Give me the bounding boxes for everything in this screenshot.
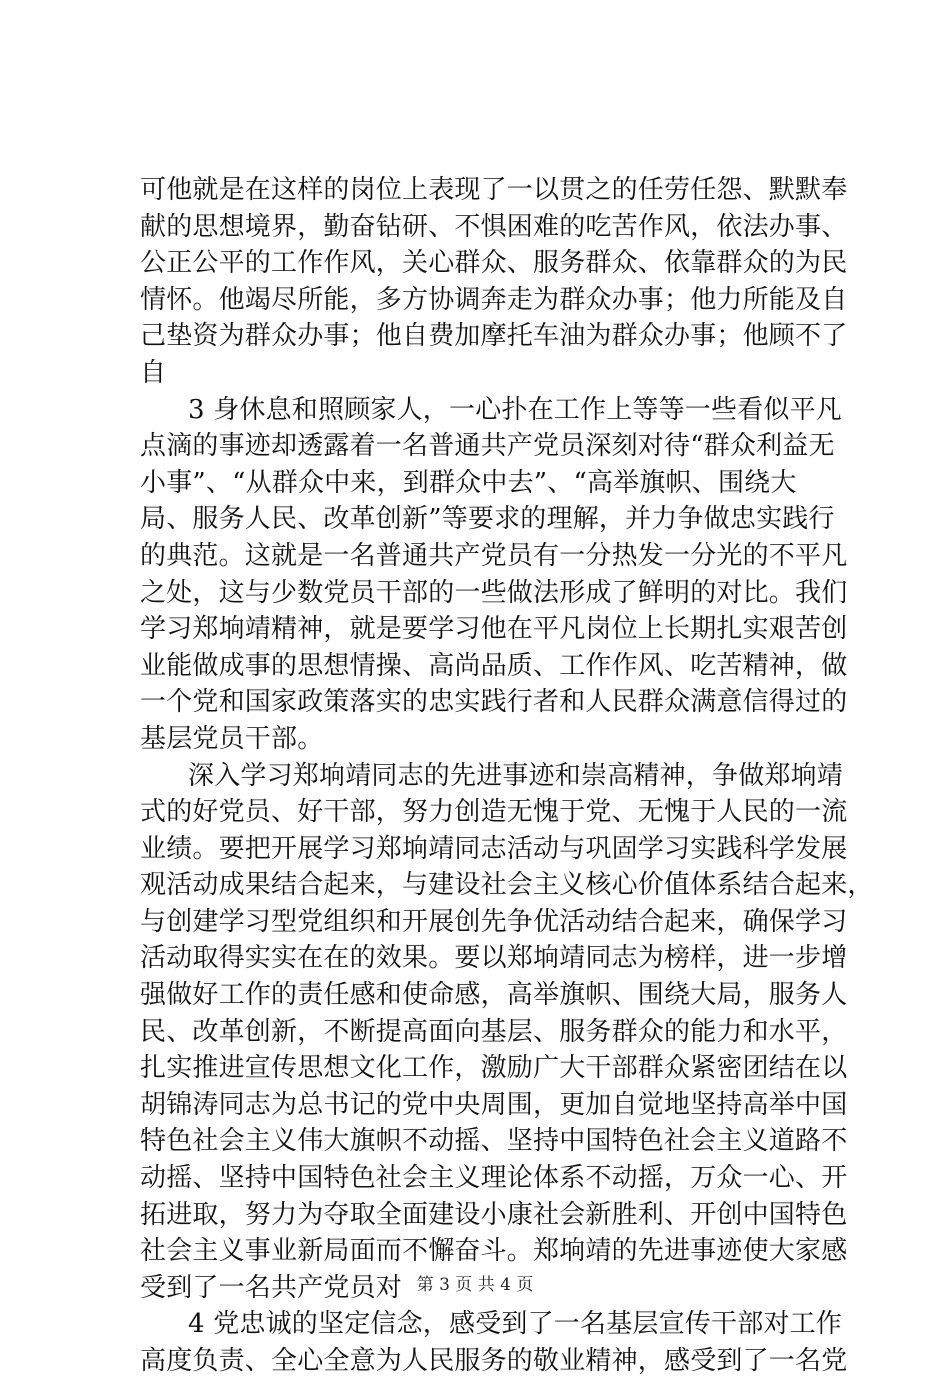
text-line: 4 党忠诚的坚定信念，感受到了一名基层宣传干部对工作 [188,1309,843,1340]
text-line: 业能做成事的思想情操、高尚品质、工作作风、吃苦精神，做 [140,650,848,681]
text-line: 学习郑垧靖精神，就是要学习他在平凡岗位上长期扎实艰苦创 [140,614,848,645]
text-line: 胡锦涛同志为总书记的党中央周围，更加自觉地坚持高举中国 [140,1089,848,1120]
text-line: 扎实推进宣传思想文化工作，激励广大干部群众紧密团结在以 [140,1053,848,1084]
text-line: 特色社会主义伟大旗帜不动摇、坚持中国特色社会主义道路不 [140,1126,848,1157]
text-line: 深入学习郑垧靖同志的先进事迹和崇高精神，争做郑垧靖 [188,760,844,791]
text-line: 点滴的事迹却透露着一名普通共产党员深刻对待“群众利益无 [140,431,835,462]
text-line: 自 [140,357,167,388]
text-line: 基层党员干部。 [140,723,324,754]
text-line: 社会主义事业新局面而不懈奋斗。郑垧靖的先进事迹使大家感 [140,1236,848,1267]
text-line: 可他就是在这样的岗位上表现了一以贯之的任劳任怨、默默奉 [140,175,848,205]
text-line: 小事”、“从群众中来，到群众中去”、“高举旗帜、围绕大 [140,467,797,498]
text-line: 公正公平的工作作风，关心群众、服务群众、依靠群众的为民 [140,248,848,279]
text-line: 情怀。他竭尽所能，多方协调奔走为群众办事；他力所能及自 [140,284,848,315]
document-body [140,172,874,1380]
text-line: 高度负责、全心全意为人民服务的敬业精神，感受到了一名党 [140,1346,848,1376]
page-footer: 第 3 页 共 4 页 [416,1275,534,1295]
text-line: 一个党和国家政策落实的忠实践行者和人民群众满意信得过的 [140,687,848,718]
text-line: 3 身休息和照顾家人，一心扑在工作上等等一些看似平凡 [188,394,843,425]
text-line: 业绩。要把开展学习郑垧靖同志活动与巩固学习实践科学发展 [140,833,848,864]
text-line: 强做好工作的责任感和使命感，高举旗帜、围绕大局，服务人 [140,980,848,1011]
text-line: 之处，这与少数党员干部的一些做法形成了鲜明的对比。我们 [140,577,848,608]
text-line: 的典范。这就是一名普通共产党员有一分热发一分光的不平凡 [140,540,848,571]
text-line: 献的思想境界，勤奋钻研、不惧困难的吃苦作风，依法办事、 [140,211,848,242]
text-line: 拓进取，努力为夺取全面建设小康社会新胜利、开创中国特色 [140,1199,848,1230]
text-line: 民、改革创新，不断提高面向基层、服务群众的能力和水平， [140,1016,848,1047]
text-line: 活动取得实实在在的效果。要以郑垧靖同志为榜样，进一步增 [140,943,848,974]
text-line: 己垫资为群众办事；他自费加摩托车油为群众办事；他顾不了 [140,321,848,352]
text-line: 动摇、坚持中国特色社会主义理论体系不动摇，万众一心、开 [140,1163,848,1194]
text-line: 局、服务人民、改革创新”等要求的理解，并力争做忠实践行 [140,504,835,535]
text-line: 与创建学习型党组织和开展创先争优活动结合起来，确保学习 [140,906,848,937]
text-line: 式的好党员、好干部，努力创造无愧于党、无愧于人民的一流 [140,797,848,828]
text-line: 受到了一名共产党员对 [140,1272,403,1303]
text-line: 观活动成果结合起来，与建设社会主义核心价值体系结合起来， [140,870,874,901]
